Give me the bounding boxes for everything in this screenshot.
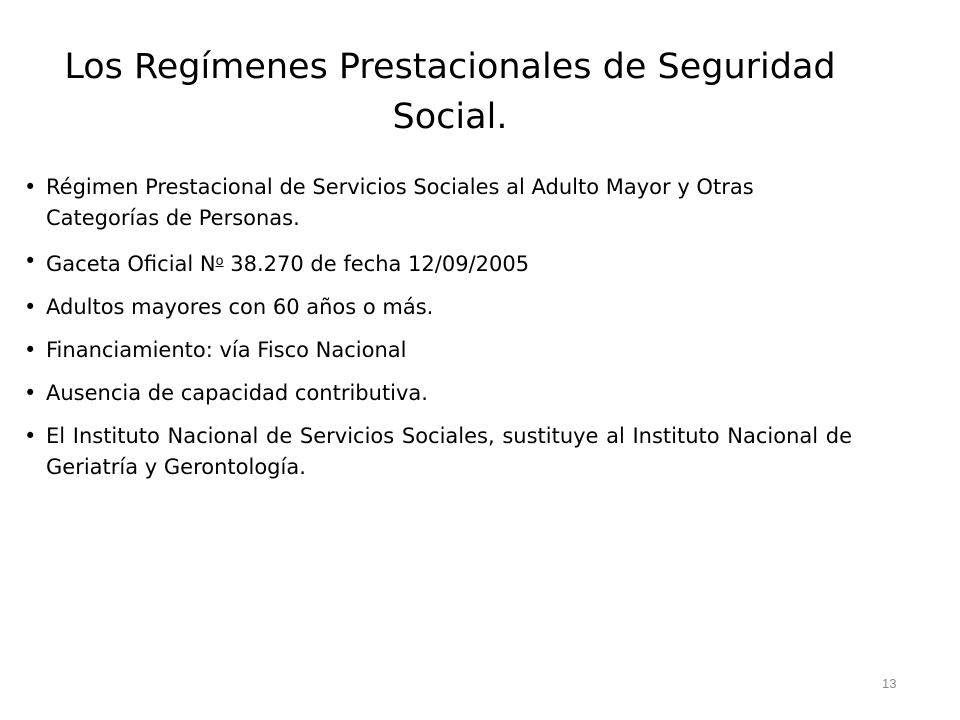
bullet-ausencia: • Ausencia de capacidad contributiva. xyxy=(24,378,852,409)
bullet-regimen: • Régimen Prestacional de Servicios Sociales al Adulto Mayor y Otras Categorías de Personas. xyxy=(24,172,852,234)
page-number: 13 xyxy=(882,676,897,691)
slide-title xyxy=(40,42,860,142)
bullet-gaceta-pre: Gaceta Oficial N xyxy=(46,252,216,276)
slide-title-line-2: Social. xyxy=(392,97,508,137)
bullet-gaceta-post: 38.270 de fecha 12/09/2005 xyxy=(223,252,530,276)
bullet-financiamiento: • Financiamiento: vía Fisco Nacional xyxy=(24,335,852,366)
bullet-gaceta xyxy=(24,246,852,280)
bullet-list xyxy=(24,172,852,495)
bullet-adultos: • Adultos mayores con 60 años o más. xyxy=(24,292,852,323)
slide-title-line-1: Los Regímenes Prestacionales de Seguridad xyxy=(64,47,836,87)
bullet-gaceta-sup: o xyxy=(215,254,224,269)
bullet-instituto: • El Instituto Nacional de Servicios Sociales, sustituye al Instituto Nacional de Geriatría y Gerontología. xyxy=(24,421,852,483)
